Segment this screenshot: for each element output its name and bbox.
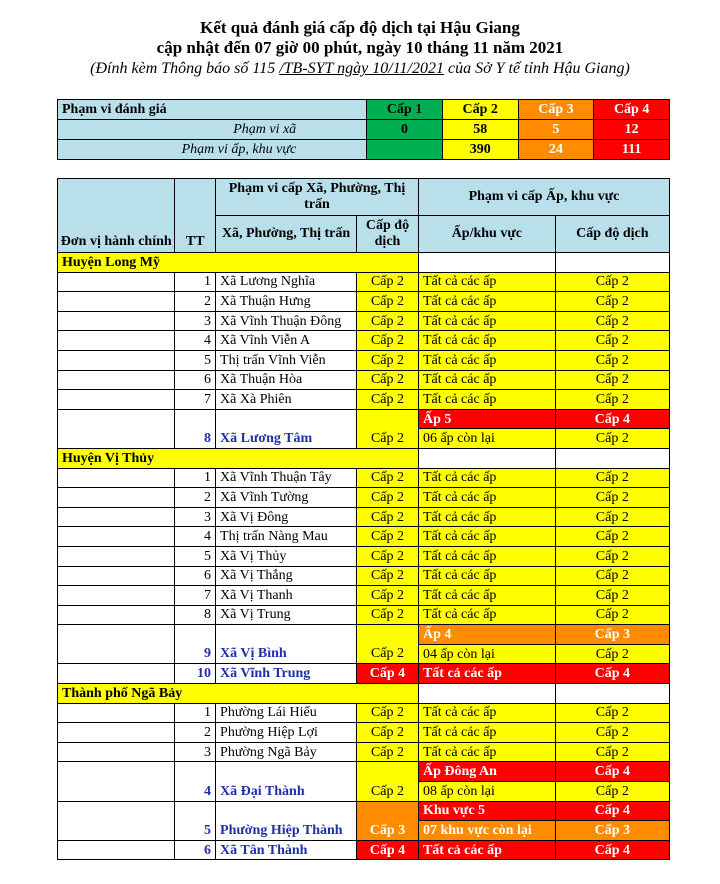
commune-level: Cấp 2 [357,311,419,331]
commune-name: Phường Lái Hiếu [216,703,357,723]
commune-level: Cấp 2 [357,644,419,664]
table-row [58,272,670,292]
commune-name: Phường Hiệp Thành [216,821,357,841]
group-filler [357,684,419,704]
commune-level: Cấp 2 [357,782,419,802]
table-row [58,468,670,488]
hamlet-level: Cấp 2 [555,703,669,723]
commune-name: Xã Thuận Hòa [216,370,357,390]
unit-cell [58,762,175,782]
commune-name: Xã Vĩnh Trung [216,664,357,684]
hamlet-level: Cấp 4 [555,840,669,860]
unit-cell [58,409,175,429]
unit-cell [58,703,175,723]
commune-level: Cấp 2 [357,723,419,743]
hamlet-level: Cấp 2 [555,311,669,331]
group-name: Huyện Long Mỹ [58,253,357,273]
commune-cell [216,625,357,645]
epidemic-level-table [57,178,670,860]
hamlet-name: Tất cả các ấp [418,507,555,527]
hamlet-level: Cấp 3 [555,821,669,841]
level-2-header: Cấp 2 [442,100,518,120]
commune-level: Cấp 2 [357,605,419,625]
hamlet-level: Cấp 2 [555,350,669,370]
col-header-commune-level: Cấp độ dịch [357,216,419,253]
tt-cell: 1 [175,703,216,723]
table-row [58,586,670,606]
table-row [58,390,670,410]
hamlet-name: Tất cả các ấp [418,586,555,606]
summary-row-hamlet [58,140,670,160]
commune-name: Phường Ngã Bảy [216,742,357,762]
unit-cell [58,566,175,586]
commune-name: Phường Hiệp Lợi [216,723,357,743]
hamlet-level: Cấp 2 [555,507,669,527]
summary-value: 0 [367,120,443,140]
tt-cell: 3 [175,507,216,527]
unit-cell [58,782,175,802]
unit-cell [58,742,175,762]
commune-name: Xã Vị Thanh [216,586,357,606]
commune-level: Cấp 4 [357,840,419,860]
title: Kết quả đánh giá cấp độ dịch tại Hậu Giang [200,18,520,37]
summary-row-commune [58,120,670,140]
group-name: Thành phố Ngã Bảy [58,684,357,704]
unit-cell [58,331,175,351]
hamlet-name: Tất cả các ấp [418,703,555,723]
tt-cell: 5 [175,821,216,841]
summary-value: 111 [594,140,670,160]
hamlet-name: Tất cả các ấp [418,527,555,547]
hamlet-level: Cấp 4 [555,409,669,429]
unit-cell [58,292,175,312]
unit-cell [58,272,175,292]
unit-cell [58,625,175,645]
level-cell [357,409,419,429]
commune-name: Xã Vĩnh Viễn A [216,331,357,351]
col-header-hamlet-level: Cấp độ dịch [555,216,669,253]
summary-table [57,99,670,160]
table-row [58,703,670,723]
subtitle: cập nhật đến 07 giờ 00 phút, ngày 10 tháng 11 năm 2021 [156,38,564,57]
hamlet-level: Cấp 4 [555,664,669,684]
hamlet-level: Cấp 2 [555,370,669,390]
col-header-hamlet-scope: Phạm vi cấp Ấp, khu vực [418,179,669,216]
tt-cell: 3 [175,311,216,331]
hamlet-name: Tất cả các ấp [418,292,555,312]
level-1-header: Cấp 1 [367,100,443,120]
group-filler [555,448,669,468]
hamlet-name: 06 ấp còn lại [418,429,555,449]
unit-cell [58,429,175,449]
tt-cell [175,409,216,429]
hamlet-level: Cấp 2 [555,586,669,606]
commune-name: Xã Vị Trung [216,605,357,625]
header-row-1 [58,179,670,216]
unit-cell [58,605,175,625]
hamlet-level: Cấp 2 [555,605,669,625]
commune-name: Xã Xà Phiên [216,390,357,410]
table-row [58,350,670,370]
hamlet-level: Cấp 2 [555,644,669,664]
hamlet-name: Tất cả các ấp [418,311,555,331]
level-cell [357,801,419,821]
tt-cell: 2 [175,488,216,508]
tt-cell: 7 [175,390,216,410]
table-row [58,782,670,802]
table-row [58,742,670,762]
commune-level: Cấp 2 [357,507,419,527]
commune-name: Xã Vĩnh Tường [216,488,357,508]
tt-cell: 1 [175,272,216,292]
table-row [58,723,670,743]
unit-cell [58,350,175,370]
attachment-note: (Đính kèm Thông báo số 115 /TB-SYT ngày 10/11/2021 của Sở Y tế tỉnh Hậu Giang) [90,60,630,77]
tt-cell: 8 [175,605,216,625]
unit-cell [58,586,175,606]
commune-level: Cấp 2 [357,703,419,723]
commune-name: Xã Lương Tâm [216,429,357,449]
unit-cell [58,840,175,860]
table-row [58,370,670,390]
hamlet-name: Ấp Đông An [418,762,555,782]
commune-cell [216,409,357,429]
tt-cell: 5 [175,350,216,370]
level-cell [357,625,419,645]
col-header-hamlet: Ấp/khu vực [418,216,555,253]
hamlet-level: Cấp 3 [555,625,669,645]
commune-level: Cấp 2 [357,272,419,292]
tt-cell: 6 [175,840,216,860]
hamlet-name: Ấp 4 [418,625,555,645]
commune-level: Cấp 2 [357,586,419,606]
commune-cell [216,762,357,782]
commune-level: Cấp 4 [357,664,419,684]
commune-name: Xã Đại Thành [216,782,357,802]
hamlet-name: Ấp 5 [418,409,555,429]
commune-level: Cấp 2 [357,468,419,488]
table-row [58,664,670,684]
hamlet-level: Cấp 2 [555,390,669,410]
tt-cell: 8 [175,429,216,449]
hamlet-name: Tất cả các ấp [418,742,555,762]
hamlet-level: Cấp 2 [555,429,669,449]
unit-cell [58,370,175,390]
unit-cell [58,468,175,488]
tt-cell: 9 [175,644,216,664]
hamlet-name: Tất cả các ấp [418,664,555,684]
summary-value: 24 [518,140,594,160]
level-cell [357,762,419,782]
unit-cell [58,546,175,566]
unit-cell [58,644,175,664]
tt-cell: 5 [175,546,216,566]
summary-header-row [58,100,670,120]
col-header-commune-scope: Phạm vi cấp Xã, Phường, Thị trấn [216,179,419,216]
group-filler [418,253,555,273]
hamlet-level: Cấp 4 [555,762,669,782]
special-hamlet-row [58,801,670,821]
hamlet-name: Tất cả các ấp [418,488,555,508]
commune-name: Xã Lương Nghĩa [216,272,357,292]
unit-cell [58,821,175,841]
commune-level: Cấp 3 [357,821,419,841]
tt-cell [175,625,216,645]
group-filler [555,253,669,273]
summary-value: 5 [518,120,594,140]
commune-level: Cấp 2 [357,566,419,586]
hamlet-level: Cấp 2 [555,566,669,586]
tt-cell: 6 [175,566,216,586]
table-row [58,488,670,508]
table-row [58,331,670,351]
group-filler [357,448,419,468]
summary-value [367,140,443,160]
table-row [58,429,670,449]
hamlet-name: Khu vực 5 [418,801,555,821]
hamlet-name: Tất cả các ấp [418,566,555,586]
commune-level: Cấp 2 [357,488,419,508]
group-filler [418,448,555,468]
unit-cell [58,664,175,684]
level-3-header: Cấp 3 [518,100,594,120]
hamlet-level: Cấp 2 [555,723,669,743]
hamlet-name: Tất cả các ấp [418,723,555,743]
group-row [58,448,670,468]
group-filler [418,684,555,704]
commune-cell [216,801,357,821]
col-header-commune: Xã, Phường, Thị trấn [216,216,357,253]
hamlet-level: Cấp 2 [555,292,669,312]
commune-level: Cấp 2 [357,370,419,390]
hamlet-level: Cấp 4 [555,801,669,821]
tt-cell: 10 [175,664,216,684]
group-row [58,684,670,704]
tt-cell [175,801,216,821]
tt-cell: 4 [175,331,216,351]
commune-name: Xã Vĩnh Thuận Đông [216,311,357,331]
hamlet-level: Cấp 2 [555,546,669,566]
commune-name: Xã Tân Thành [216,840,357,860]
commune-level: Cấp 2 [357,546,419,566]
tt-cell: 7 [175,586,216,606]
table-row [58,566,670,586]
unit-cell [58,801,175,821]
hamlet-name: 07 khu vực còn lại [418,821,555,841]
tt-cell: 6 [175,370,216,390]
tt-cell: 3 [175,742,216,762]
commune-name: Thị trấn Nàng Mau [216,527,357,547]
hamlet-level: Cấp 2 [555,742,669,762]
hamlet-level: Cấp 2 [555,488,669,508]
tt-cell: 2 [175,723,216,743]
table-row [58,546,670,566]
tt-cell: 1 [175,468,216,488]
commune-name: Xã Vị Bình [216,644,357,664]
special-hamlet-row [58,625,670,645]
group-filler [357,253,419,273]
commune-name: Xã Thuận Hưng [216,292,357,312]
tt-cell [175,762,216,782]
hamlet-level: Cấp 2 [555,272,669,292]
table-row [58,605,670,625]
commune-level: Cấp 2 [357,742,419,762]
hamlet-level: Cấp 2 [555,782,669,802]
table-row [58,821,670,841]
hamlet-name: 08 ấp còn lại [418,782,555,802]
commune-level: Cấp 2 [357,527,419,547]
unit-cell [58,311,175,331]
unit-cell [58,507,175,527]
special-hamlet-row [58,409,670,429]
tt-cell: 4 [175,782,216,802]
commune-level: Cấp 2 [357,350,419,370]
hamlet-name: Tất cả các ấp [418,390,555,410]
commune-level: Cấp 2 [357,292,419,312]
table-row [58,840,670,860]
group-filler [555,684,669,704]
summary-value: 58 [442,120,518,140]
commune-level: Cấp 2 [357,390,419,410]
hamlet-level: Cấp 2 [555,527,669,547]
commune-name: Xã Vị Thắng [216,566,357,586]
summary-value: 12 [594,120,670,140]
hamlet-name: Tất cả các ấp [418,370,555,390]
hamlet-level: Cấp 2 [555,468,669,488]
special-hamlet-row [58,762,670,782]
table-row [58,292,670,312]
hamlet-name: Tất cả các ấp [418,546,555,566]
summary-row-label: Phạm vi ấp, khu vực [58,140,367,160]
table-row [58,527,670,547]
unit-cell [58,488,175,508]
commune-name: Xã Vị Đông [216,507,357,527]
tt-cell: 4 [175,527,216,547]
commune-name: Xã Vị Thủy [216,546,357,566]
hamlet-name: Tất cả các ấp [418,605,555,625]
hamlet-name: 04 ấp còn lại [418,644,555,664]
table-row [58,644,670,664]
commune-level: Cấp 2 [357,429,419,449]
summary-row-label: Phạm vi xã [58,120,367,140]
tt-cell: 2 [175,292,216,312]
commune-name: Xã Vĩnh Thuận Tây [216,468,357,488]
level-4-header: Cấp 4 [594,100,670,120]
col-header-unit: Đơn vị hành chính [58,179,175,253]
hamlet-name: Tất cả các ấp [418,331,555,351]
commune-level: Cấp 2 [357,331,419,351]
hamlet-name: Tất cả các ấp [418,468,555,488]
hamlet-name: Tất cả các ấp [418,840,555,860]
table-row [58,311,670,331]
commune-name: Thị trấn Vĩnh Viễn [216,350,357,370]
col-header-tt: TT [175,179,216,253]
summary-value: 390 [442,140,518,160]
unit-cell [58,390,175,410]
summary-header-label: Phạm vi đánh giá [58,100,367,120]
group-name: Huyện Vị Thủy [58,448,357,468]
hamlet-name: Tất cả các ấp [418,272,555,292]
unit-cell [58,527,175,547]
hamlet-name: Tất cả các ấp [418,350,555,370]
hamlet-level: Cấp 2 [555,331,669,351]
unit-cell [58,723,175,743]
table-row [58,507,670,527]
group-row [58,253,670,273]
